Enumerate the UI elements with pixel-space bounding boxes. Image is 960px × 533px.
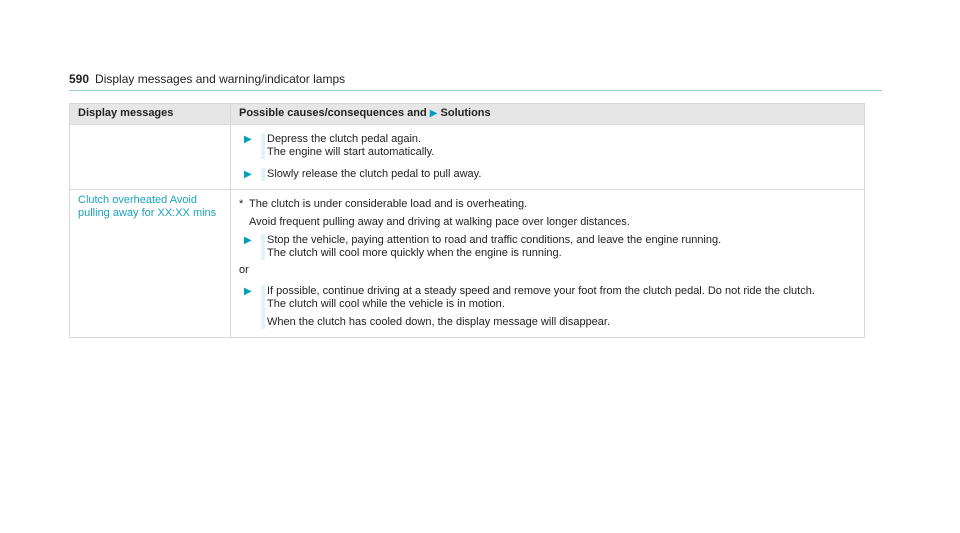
page-header: [69, 71, 882, 91]
message-cell: [70, 190, 231, 338]
display-messages-table: [69, 103, 865, 338]
solution-cell: [231, 190, 865, 338]
column-header-solutions-label: Solutions: [440, 107, 491, 119]
cause-marker: *: [239, 198, 244, 210]
column-header-causes-label: Possible causes/consequences and: [239, 107, 427, 119]
step-text: Stop the vehicle, paying attention to road and traffic conditions, and leave the engine running.: [267, 234, 722, 246]
step-text: Slowly release the clutch pedal to pull away.: [267, 168, 482, 180]
arrow-right-icon: ▶: [244, 235, 252, 246]
arrow-right-icon: ▶: [244, 169, 252, 180]
table-row: [70, 125, 865, 190]
page-title: Display messages and warning/indicator lamps: [95, 72, 346, 86]
solution-step: [239, 234, 856, 260]
step-text: If possible, continue driving at a steady speed and remove your foot from the clutch pedal. Do not ride the clutch.: [267, 285, 815, 297]
column-header-messages: Display messages: [70, 104, 231, 125]
cause-text: The clutch is under considerable load and is overheating.: [249, 198, 528, 210]
cause-item: [239, 198, 856, 229]
or-separator: or: [239, 264, 249, 276]
cause-note: Avoid frequent pulling away and driving at walking pace over longer distances.: [249, 216, 630, 228]
message-cell-empty: [70, 125, 231, 190]
solution-step: [239, 168, 856, 181]
step-text: The clutch will cool while the vehicle is in motion.: [267, 298, 505, 310]
display-message-line: pulling away for XX:XX mins: [78, 207, 217, 219]
arrow-right-icon: ▶: [244, 286, 252, 297]
arrow-right-icon: ▶: [429, 108, 438, 119]
table-header-row: [70, 104, 865, 125]
step-text: The engine will start automatically.: [267, 146, 435, 158]
arrow-right-icon: ▶: [244, 134, 252, 145]
solution-cell: [231, 125, 865, 190]
solution-step: [239, 133, 856, 159]
table-row: [70, 190, 865, 338]
page-number: 590: [69, 72, 90, 86]
display-message-line: Clutch overheated Avoid: [78, 194, 198, 206]
column-header-causes: [231, 104, 865, 125]
step-text: The clutch will cool more quickly when the engine is running.: [267, 247, 562, 259]
solution-step: [239, 285, 856, 329]
step-text: When the clutch has cooled down, the display message will disappear.: [267, 316, 611, 328]
step-text: Depress the clutch pedal again.: [267, 133, 422, 145]
